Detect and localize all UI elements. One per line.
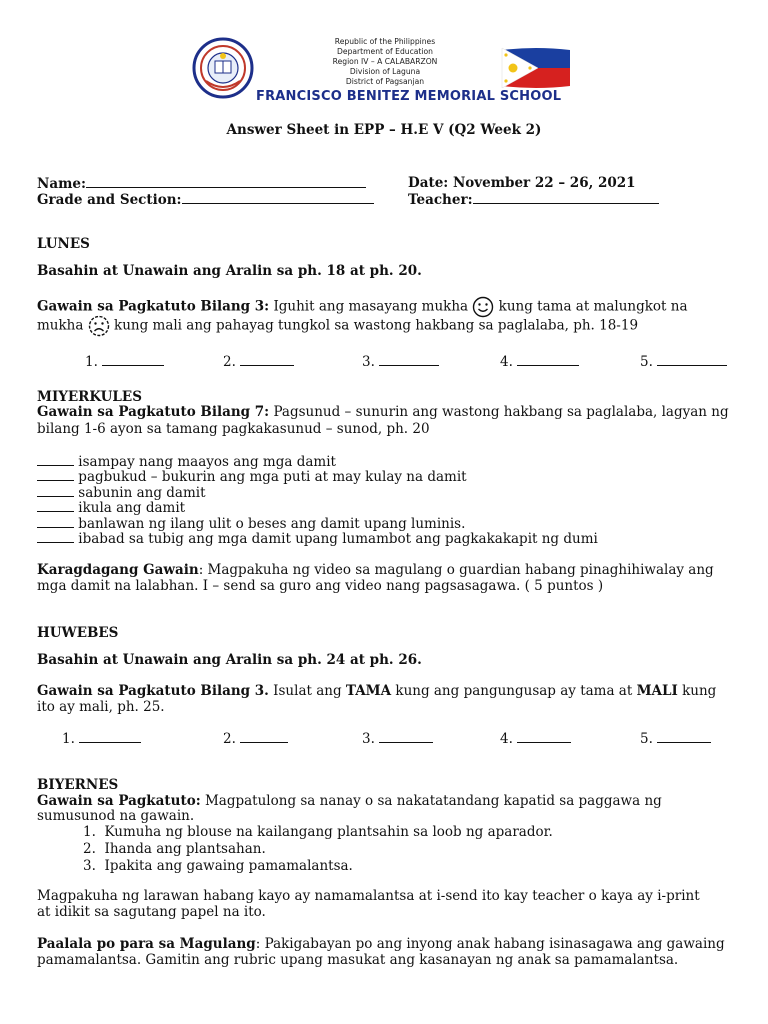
huwebes-answer-3[interactable] (362, 730, 433, 747)
answer-number: 1. (62, 731, 75, 747)
lunes-answer-5[interactable] (640, 353, 727, 370)
lunes-task-text: Iguhit ang masayang mukha (269, 298, 473, 315)
answer-number: 4. (500, 354, 513, 370)
lunes-read: Basahin at Unawain ang Aralin sa ph. 18 at ph. 20. (37, 263, 422, 279)
huwebes-read: Basahin at Unawain ang Aralin sa ph. 24 at ph. 26. (37, 652, 422, 668)
grade-label: Grade and Section: (37, 192, 182, 208)
answer-blank[interactable] (79, 730, 141, 743)
order-blank[interactable] (37, 515, 74, 528)
gov-header (300, 37, 470, 87)
huwebes-task-text: kung (677, 683, 717, 699)
miyerkules-task-label: Gawain sa Pagkatuto Bilang 7: (37, 404, 270, 420)
miyerkules-task-text: Pagsunud – sunurin ang wastong hakbang sa paglalaba, lagyan ng (269, 404, 729, 420)
answer-number: 5. (640, 731, 653, 747)
list-item[interactable] (37, 530, 598, 547)
answer-number: 1. (85, 354, 98, 370)
parent-note-line1 (37, 936, 725, 952)
order-blank[interactable] (37, 484, 74, 497)
list-item-text: pagbukud – bukurin ang mga puti at may kulay na damit (78, 469, 467, 485)
list-item (83, 858, 553, 875)
school-seal-icon (192, 37, 254, 99)
sad-face-icon (88, 315, 110, 337)
lunes-task-line2 (37, 315, 638, 337)
order-blank[interactable] (37, 499, 74, 512)
biyernes-task-text: Magpatulong sa nanay o sa nakatatandang kapatid sa paggawa ng (200, 793, 662, 809)
answer-number: 2. (223, 354, 236, 370)
philippine-flag-icon (500, 46, 572, 90)
huwebes-answer-5[interactable] (640, 730, 711, 747)
name-label: Name: (37, 176, 86, 192)
answer-number: 5. (640, 354, 653, 370)
answer-blank[interactable] (657, 353, 727, 366)
answer-blank[interactable] (240, 730, 288, 743)
grade-field[interactable] (37, 191, 374, 208)
answer-blank[interactable] (379, 730, 433, 743)
answer-blank[interactable] (517, 353, 579, 366)
biyernes-task-line2: sumusunod na gawain. (37, 808, 195, 824)
parent-note-line2: pamamalantsa. Gamitin ang rubric upang masukat ang kasanayan ng anak sa pamamalantsa. (37, 952, 679, 968)
list-item[interactable] (37, 468, 467, 485)
lunes-task-text: mukha (37, 317, 88, 334)
step-number: 1. (83, 824, 96, 840)
list-item (83, 841, 553, 858)
photo-instruction-line2: at idikit sa sagutang papel na ito. (37, 904, 266, 920)
gov-line: Division of Laguna (349, 67, 421, 76)
huwebes-answer-1[interactable] (62, 730, 141, 747)
list-item (83, 824, 553, 841)
tama-keyword: TAMA (345, 683, 392, 699)
step-number: 3. (83, 858, 96, 874)
extra-task-line1 (37, 562, 714, 578)
biyernes-task-label: Gawain sa Pagkatuto: (37, 793, 201, 809)
answer-number: 3. (362, 354, 375, 370)
lunes-answer-4[interactable] (500, 353, 579, 370)
biyernes-task-line1 (37, 793, 662, 809)
gov-line: Department of Education (337, 47, 433, 56)
huwebes-heading: HUWEBES (37, 625, 119, 641)
answer-number: 4. (500, 731, 513, 747)
order-blank[interactable] (37, 453, 74, 466)
huwebes-task-text: kung ang pangungusap ay tama at (391, 683, 637, 699)
list-item-text: ibabad sa tubig ang mga damit upang lumambot ang pagkakakapit ng dumi (78, 531, 598, 547)
list-item-text: banlawan ng ilang ulit o beses ang damit upang luminis. (78, 516, 466, 532)
mali-keyword: MALI (636, 683, 678, 699)
extra-task-label: Karagdagang Gawain (37, 562, 199, 578)
grade-blank[interactable] (182, 191, 374, 204)
lunes-task-text: kung tama at malungkot na (494, 298, 688, 315)
step-text: Ipakita ang gawaing pamamalantsa. (104, 858, 353, 874)
huwebes-task-line2: ito ay mali, ph. 25. (37, 699, 165, 715)
lunes-task-text: kung mali ang pahayag tungkol sa wastong hakbang sa paglalaba, ph. 18-19 (109, 317, 639, 334)
date-label: Date: November 22 – 26, 2021 (408, 175, 636, 191)
list-item-text: sabunin ang damit (78, 485, 206, 501)
huwebes-task-line1 (37, 683, 716, 699)
gov-line: Region IV – A CALABARZON (332, 57, 438, 66)
step-number: 2. (83, 841, 96, 857)
huwebes-task-text: Isulat ang (268, 683, 346, 699)
step-text: Ihanda ang plantsahan. (104, 841, 266, 857)
gov-line: District of Pagsanjan (345, 77, 425, 86)
answer-blank[interactable] (517, 730, 571, 743)
biyernes-steps (37, 824, 553, 875)
teacher-label: Teacher: (408, 192, 473, 208)
biyernes-heading: BIYERNES (37, 777, 119, 793)
list-item-text: isampay nang maayos ang mga damit (78, 454, 336, 470)
lunes-answer-1[interactable] (85, 353, 164, 370)
lunes-answer-3[interactable] (362, 353, 439, 370)
name-field[interactable] (37, 175, 366, 192)
order-blank[interactable] (37, 530, 74, 543)
lunes-answer-2[interactable] (223, 353, 294, 370)
miyerkules-task-line2: bilang 1-6 ayon sa tamang pagkakasunud – sunod, ph. 20 (37, 421, 430, 437)
name-blank[interactable] (86, 175, 366, 188)
gov-line: Republic of the Philippines (334, 37, 436, 46)
answer-blank[interactable] (102, 353, 164, 366)
huwebes-task-label: Gawain sa Pagkatuto Bilang 3. (37, 683, 269, 699)
list-item-text: ikula ang damit (78, 500, 186, 516)
list-item[interactable] (37, 499, 185, 516)
lunes-task-label: Gawain sa Pagkatuto Bilang 3: (37, 298, 270, 315)
lunes-heading: LUNES (37, 236, 90, 252)
huwebes-answer-2[interactable] (223, 730, 288, 747)
parent-note-text: : Pakigabayan po ang inyong anak habang isinasagawa ang gawaing (255, 936, 725, 952)
order-blank[interactable] (37, 468, 74, 481)
answer-number: 3. (362, 731, 375, 747)
extra-task-line2: mga damit na lalabhan. I – send sa guro ang video nang pagsasagawa. ( 5 puntos ) (37, 578, 604, 594)
miyerkules-heading: MIYERKULES (37, 389, 142, 405)
step-text: Kumuha ng blouse na kailangang plantsahin sa loob ng aparador. (104, 824, 553, 840)
miyerkules-task-line1 (37, 404, 729, 420)
teacher-field[interactable] (408, 191, 659, 208)
extra-task-text: : Magpakuha ng video sa magulang o guardian habang pinaghihiwalay ang (198, 562, 714, 578)
answer-blank[interactable] (379, 353, 439, 366)
teacher-blank[interactable] (473, 191, 659, 204)
school-name: FRANCISCO BENITEZ MEMORIAL SCHOOL (256, 89, 562, 104)
answer-number: 2. (223, 731, 236, 747)
parent-note-label: Paalala po para sa Magulang (37, 936, 256, 952)
photo-instruction-line1: Magpakuha ng larawan habang kayo ay namamalantsa at i-send ito kay teacher o kaya ay i-print (37, 888, 700, 904)
huwebes-answer-4[interactable] (500, 730, 571, 747)
answer-blank[interactable] (240, 353, 294, 366)
page-title: Answer Sheet in EPP – H.E V (Q2 Week 2) (226, 122, 542, 138)
answer-blank[interactable] (657, 730, 711, 743)
